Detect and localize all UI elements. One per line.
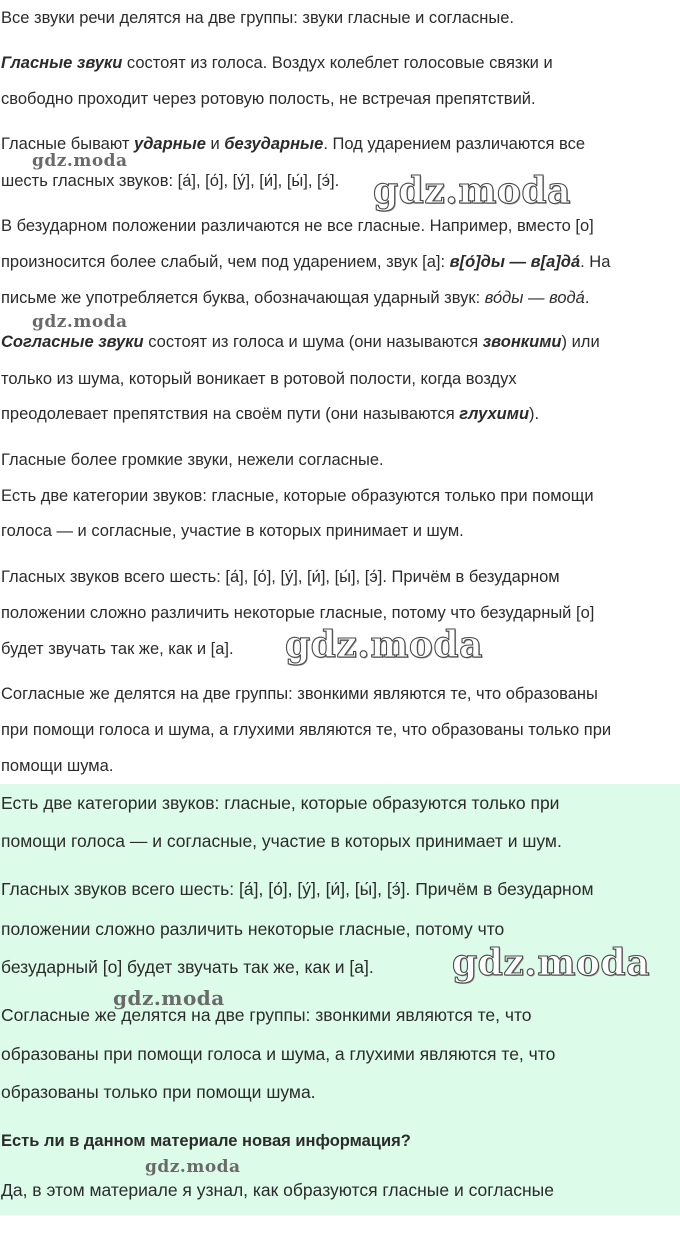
paragraph-categories-line1: Есть две категории звуков: гласные, которые образуются только при помощи [1,487,594,505]
text-span: письме же употребляется буква, обозначающая ударный звук: [1,289,485,307]
paragraph-unstressed-line3 [1,288,589,308]
answer-vowels-line3: безударный [о] будет звучать так же, как и [а]. [1,957,374,977]
text-span: преодолевает препятствия на своём пути (они называются [1,405,460,423]
answer-consonants-line2: образованы при помощи голоса и шума, а глухими являются те, что [1,1044,556,1064]
answer-vowels-line1: Гласных звуков всего шесть: [а́], [о́], [у́], [и́], [ы́], [э́]. Причём в безударном [1,879,594,899]
paragraph-vowels-line1 [1,53,553,73]
paragraph-loudness: Гласные более громкие звуки, нежели согласные. [1,451,384,469]
text-span: состоят из голоса и шума (они называются [143,333,483,351]
term-vowels: Гласные звуки [1,54,123,72]
watermark-logo: gdz.moda [113,986,225,1010]
watermark-logo: gdz.moda [145,1157,241,1177]
paragraph-unstressed-line1: В безударном положении различаются не все гласные. Например, вместо [о] [1,217,594,235]
text-span: ) или [561,333,600,351]
paragraph-consonants-line3 [1,404,539,424]
paragraph-consonants-line1 [1,332,600,352]
term-voiceless: глухими [459,405,530,423]
question-text: Есть ли в данном материале новая информация? [1,1132,411,1150]
paragraph-groups-line2: при помощи голоса и шума, а глухими являются те, что образованы только при [1,721,612,739]
term-unstressed: безударные [224,135,324,153]
text-span: . На [580,253,611,271]
paragraph-groups-line1: Согласные же делятся на две группы: звонкими являются те, что образованы [1,685,598,703]
watermark-logo: gdz.moda [373,170,571,212]
answer-consonants-line1: Согласные же делятся на две группы: звонкими являются те, что [1,1005,532,1025]
answer-categories-line1: Есть две категории звуков: гласные, которые образуются только при [1,793,560,813]
paragraph-six-vowels-line1: Гласных звуков всего шесть: [а́], [о́], [у́], [и́], [ы́], [э́]. Причём в безударном [1,568,560,586]
paragraph-groups-line3: помощи шума. [1,757,114,775]
answer-consonants-line3: образованы только при помощи шума. [1,1082,316,1102]
text-span: и [205,135,225,153]
text-span: . Под ударением различаются все [323,135,586,153]
term-voiced: звонкими [482,333,562,351]
watermark-logo: gdz.moda [285,624,483,666]
text-span: состоят из голоса. Воздух колеблет голосовые связки и [122,54,553,72]
example-word: во́ды — вода́ [484,289,585,307]
term-stressed: ударные [134,135,206,153]
paragraph-unstressed-line2 [1,252,610,272]
text-span: произносится более слабый, чем под ударением, звук [а]: [1,253,450,271]
paragraph-vowels-line2: свободно проходит через ротовую полость, не встречая препятствий. [1,90,536,108]
answer-text: Да, в этом материале я узнал, как образуются гласные и согласные [1,1180,554,1200]
term-consonants: Согласные звуки [1,333,144,351]
example-word: в[о́]ды — в[а]да́ [449,253,581,271]
watermark-logo: gdz.moda [32,312,128,332]
answer-categories-line2: помощи голоса — и согласные, участие в которых принимает и шум. [1,831,562,851]
paragraph-consonants-line2: только из шума, который воникает в ротовой полости, когда воздух [1,370,517,388]
paragraph-six-vowels-line3: будет звучать так же, как и [а]. [1,640,234,658]
paragraph-stress-line2: шесть гласных звуков: [а́], [о́], [у́], [и́], [ы́], [э́]. [1,172,340,190]
answer-section [0,784,680,1215]
paragraph-six-vowels-line2: положении сложно различить некоторые гласные, потому что безударный [о] [1,604,595,622]
watermark-logo: gdz.moda [32,151,128,171]
answer-vowels-line2: положении сложно различить некоторые гласные, потому что [1,919,505,939]
text-span: Гласные бывают [1,135,135,153]
watermark-logo: gdz.moda [452,942,650,984]
paragraph-categories-line2: голоса — и согласные, участие в которых принимает и шум. [1,522,464,540]
text-span: . [584,289,590,307]
text-span: ). [529,405,540,423]
paragraph-intro: Все звуки речи делятся на две группы: звуки гласные и согласные. [1,9,514,27]
